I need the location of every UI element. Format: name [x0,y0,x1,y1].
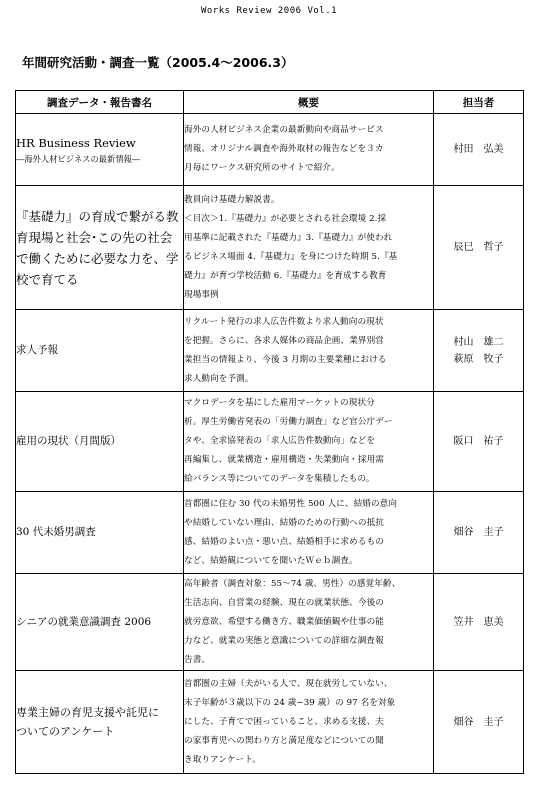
summary-line: 海外の人材ビジネス企業の最新動向や商品サービス [184,125,384,135]
item-summary [184,392,434,492]
item-title: 30 代未婚男調査 [16,526,96,538]
item-title-cell [16,671,184,774]
item-person [434,492,524,574]
survey-table [15,90,524,774]
table-row [16,186,524,310]
summary-line: 感、結婚のよい点・悪い点、結婚相手に求めるもの [184,536,384,547]
item-summary [184,186,434,310]
item-person [434,671,524,774]
item-summary [184,310,434,392]
item-person [434,114,524,186]
item-title-cell [16,186,184,310]
item-summary [184,492,434,574]
summary-line: 生活志向、自営業の経験、現在の就業状態、今後の [184,597,384,608]
table-row [16,310,524,392]
summary-line: るビジネス場面 4.『基礎力』を身につけた時期 5.『基 [184,251,398,262]
table-header-row [16,91,524,114]
item-summary [184,671,434,774]
summary-line: 力など、就業の実態と意識についての詳細な調査報 [184,635,384,646]
table-row [16,574,524,671]
summary-line: 告書。 [184,654,211,665]
item-title-cell [16,574,184,671]
column-header-title: 調査データ・報告書名 [16,91,184,114]
item-person [434,392,524,492]
item-title-line: 『基礎力』の育成で繋がる教 [16,208,179,224]
item-title-cell [16,392,184,492]
summary-line: 首都圏に住む 30 代の未婚男性 500 人に、結婚の意向 [184,498,398,509]
summary-line: 高年齢者（調査対象：55～74 歳、男性）の感覚年齢、 [184,578,401,589]
item-title-line: で働くために必要な力を、学 [16,250,179,266]
summary-line: 就労意欲、希望する働き方、職業価値観や仕事の能 [184,616,384,627]
summary-line: 析。厚生労働省発表の「労働力調査」など官公庁デー [184,417,393,427]
summary-line: 教員向け基礎力解説書。 [184,194,280,205]
table-row [16,671,524,774]
item-title-cell [16,492,184,574]
summary-line: 礎力』が育つ学校活動 6.『基礎力』を育成する教育 [184,270,387,281]
person-name: 萩原 牧子 [453,353,504,365]
item-summary [184,114,434,186]
table-row [16,492,524,574]
summary-line: 現場事例 [184,289,219,300]
item-title: 雇用の現状（月間版） [16,435,121,447]
item-person [434,574,524,671]
summary-line: 情報、オリジナル調査や海外取材の報告などを３カ [184,144,384,154]
person-name: 阪口 祐子 [453,436,504,447]
summary-line: 再編集し、就業構造・雇用構造・失業動向・採用需 [184,455,384,465]
summary-line: き取りアンケート。 [184,754,261,765]
item-title-line: ついてのアンケート [16,725,115,738]
person-name: 畑谷 圭子 [453,527,504,538]
item-summary [184,574,434,671]
summary-line: 月毎にワークス研究所のサイトで紹介。 [184,163,340,173]
page-title: 年間研究活動・調査一覧（2005.4～2006.3） [22,55,294,70]
summary-line: リクルート発行の求人広告件数より求人動向の現状 [184,316,384,327]
summary-line: 末子年齢が３歳以下の 24 歳~39 歳）の 97 名を対象 [184,697,396,708]
person-name: 辰巳 哲子 [453,242,504,253]
table-row [16,114,524,186]
summary-line: を把握。さらに、各求人媒体の商品企画、業界別営 [184,335,384,346]
summary-line: など、結婚観についてを聞いたＷｅｂ調査。 [184,555,358,566]
item-title-line: 専業主婦の育児支援や託児に [16,706,159,719]
person-name: 村田 弘美 [453,144,504,155]
item-person [434,186,524,310]
person-name: 畑谷 圭子 [453,716,504,728]
person-name: 笠井 恵美 [453,616,504,628]
running-header: Works Review 2006 Vol.1 [200,6,338,16]
summary-line: にした、子育てで困っていること、求める支援、夫 [184,716,384,727]
summary-line: や結婚していない理由、結婚のための行動への抵抗 [184,517,384,528]
summary-line: タや、全求協発表の「求人広告件数動向」などを [184,436,376,446]
item-title: シニアの就業意識調査 2006 [16,615,152,628]
summary-line: 求人動向を予測。 [184,373,254,384]
summary-line: 業担当の情報より、今後 3 月期の主要業種における [184,354,387,365]
person-name: 村山 雄二 [453,336,504,348]
item-title-cell [16,310,184,392]
summary-line: 首都圏の主婦（夫がいる人で、現在就労していない、 [184,678,393,689]
summary-line: マクロデータを基にした雇用マーケットの現状分 [184,398,375,408]
summary-line: 用基準に記載された『基礎力』3.『基礎力』が使われ [184,232,393,243]
item-title-line: 育現場と社会･この先の社会 [16,229,173,245]
table-row [16,392,524,492]
item-title: 求人予報 [16,344,58,356]
summary-line: の家事育児への関わり方と満足度などについての聞 [184,735,384,746]
column-header-summary: 概要 [184,91,434,114]
item-subtitle: ―海外人材ビジネスの最新情報― [16,153,141,164]
item-title-line: 校で育てる [16,271,79,287]
item-person [434,310,524,392]
item-title-cell [16,114,184,186]
summary-line: 給バランス等についてのデータを集積したもの。 [184,474,375,484]
item-title: HR Business Review [16,135,136,150]
summary-line: ＜目次＞1.『基礎力』が必要とされる社会環境 2.採 [184,213,387,224]
column-header-person: 担当者 [434,91,524,114]
